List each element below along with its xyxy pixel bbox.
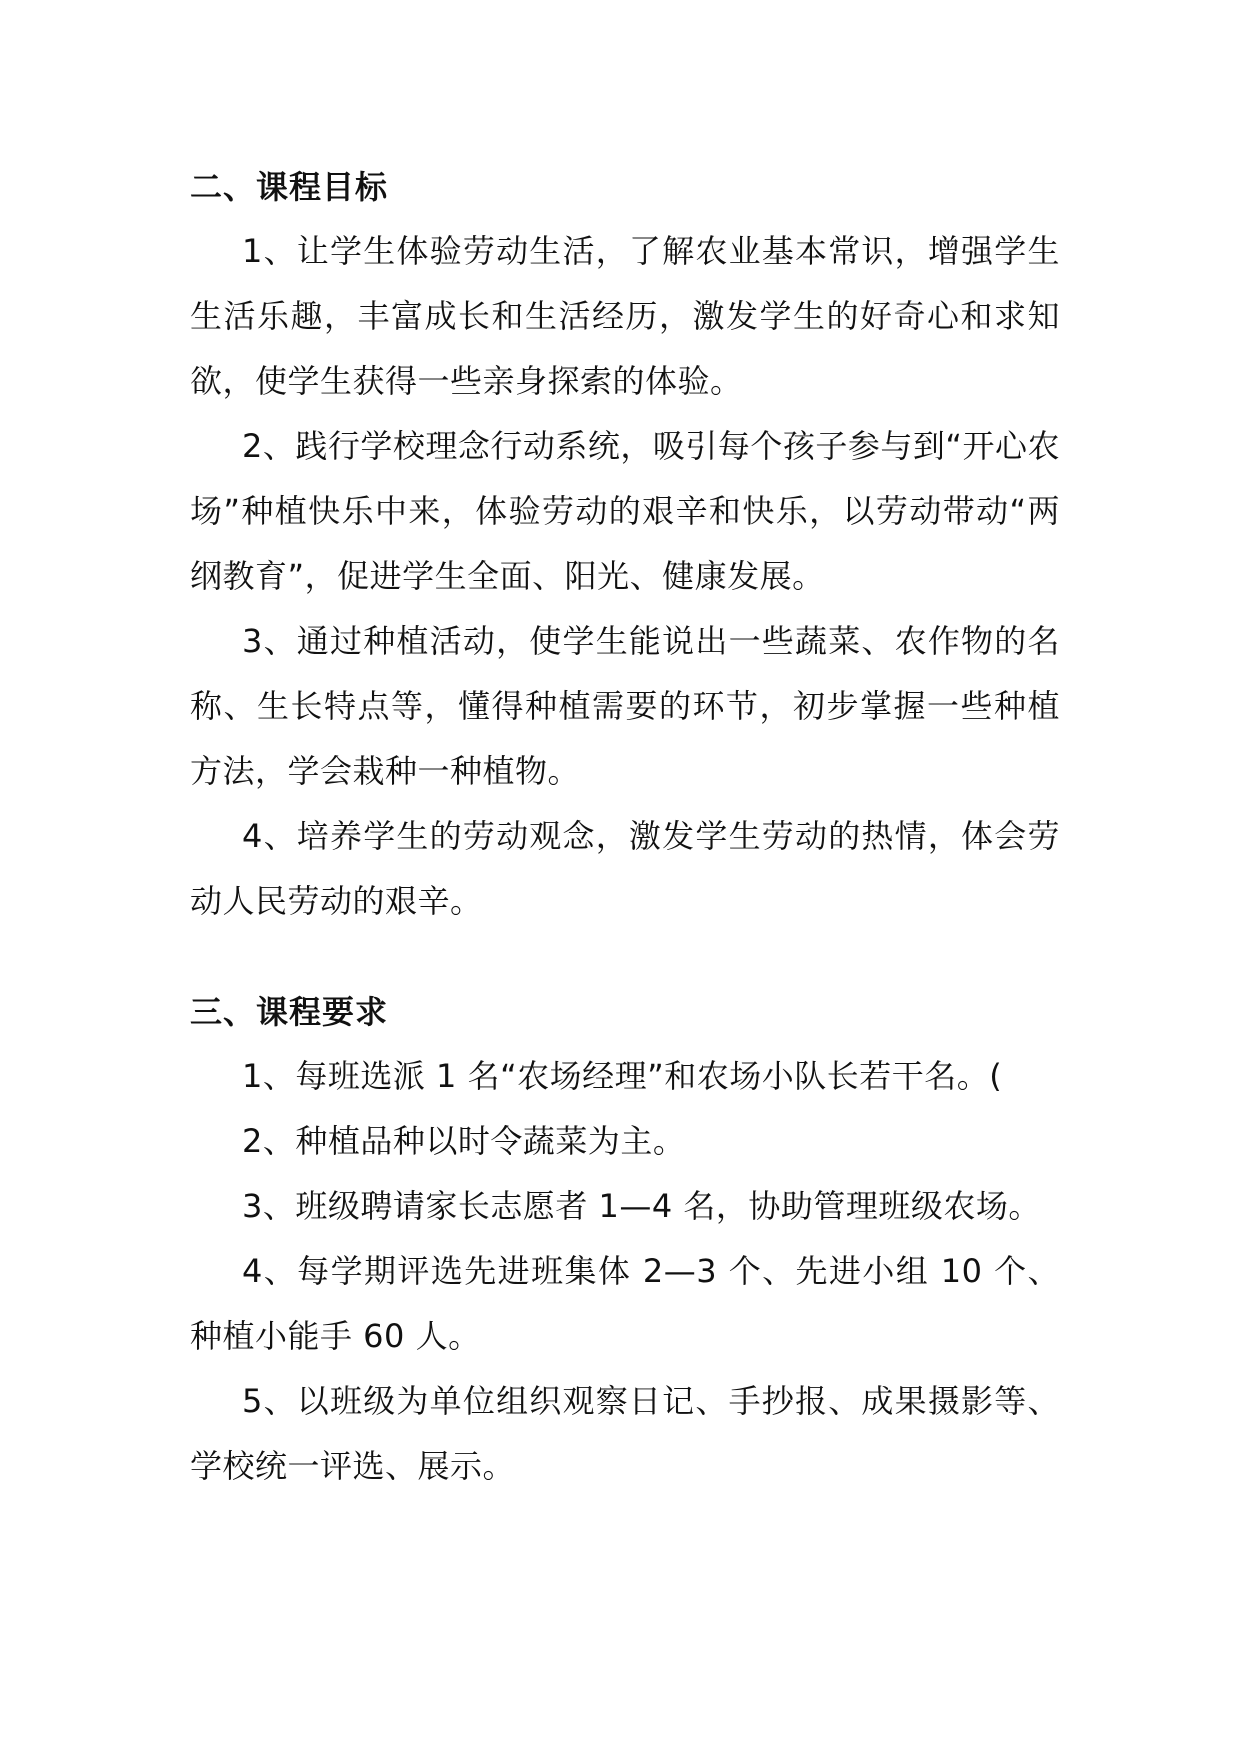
requirement-paragraph-1: 1、每班选派 1 名“农场经理”和农场小队长若干名。( <box>242 1057 1003 1095</box>
requirement-paragraph-4: 4、每学期评选先进班集体 2—3 个、先进小组 10 个、种植小能手 60 人。 <box>190 1252 1060 1355</box>
document-body <box>190 155 1060 1499</box>
goal-paragraph-1: 1、让学生体验劳动生活，了解农业基本常识，增强学生生活乐趣，丰富成长和生活经历，激发学生的好奇心和求知欲，使学生获得一些亲身探索的体验。 <box>190 232 1060 400</box>
requirement-paragraph-2: 2、种植品种以时令蔬菜为主。 <box>242 1122 686 1160</box>
goal-paragraph-2: 2、践行学校理念行动系统，吸引每个孩子参与到“开心农场”种植快乐中来，体验劳动的艰辛和快乐，以劳动带动“两纲教育”，促进学生全面、阳光、健康发展。 <box>190 427 1060 595</box>
requirement-paragraph-5: 5、以班级为单位组织观察日记、手抄报、成果摄影等、学校统一评选、展示。 <box>190 1382 1060 1485</box>
goal-paragraph-3: 3、通过种植活动，使学生能说出一些蔬菜、农作物的名称、生长特点等，懂得种植需要的环节，初步掌握一些种植方法，学会栽种一种植物。 <box>190 622 1060 790</box>
section-spacer <box>190 934 1060 980</box>
requirement-paragraph-3: 3、班级聘请家长志愿者 1—4 名，协助管理班级农场。 <box>242 1187 1041 1225</box>
goal-paragraph-4: 4、培养学生的劳动观念，激发学生劳动的热情，体会劳动人民劳动的艰辛。 <box>190 817 1060 920</box>
section-heading-course-requirements: 三、课程要求 <box>190 993 389 1031</box>
section-heading-course-goals: 二、课程目标 <box>190 168 389 206</box>
